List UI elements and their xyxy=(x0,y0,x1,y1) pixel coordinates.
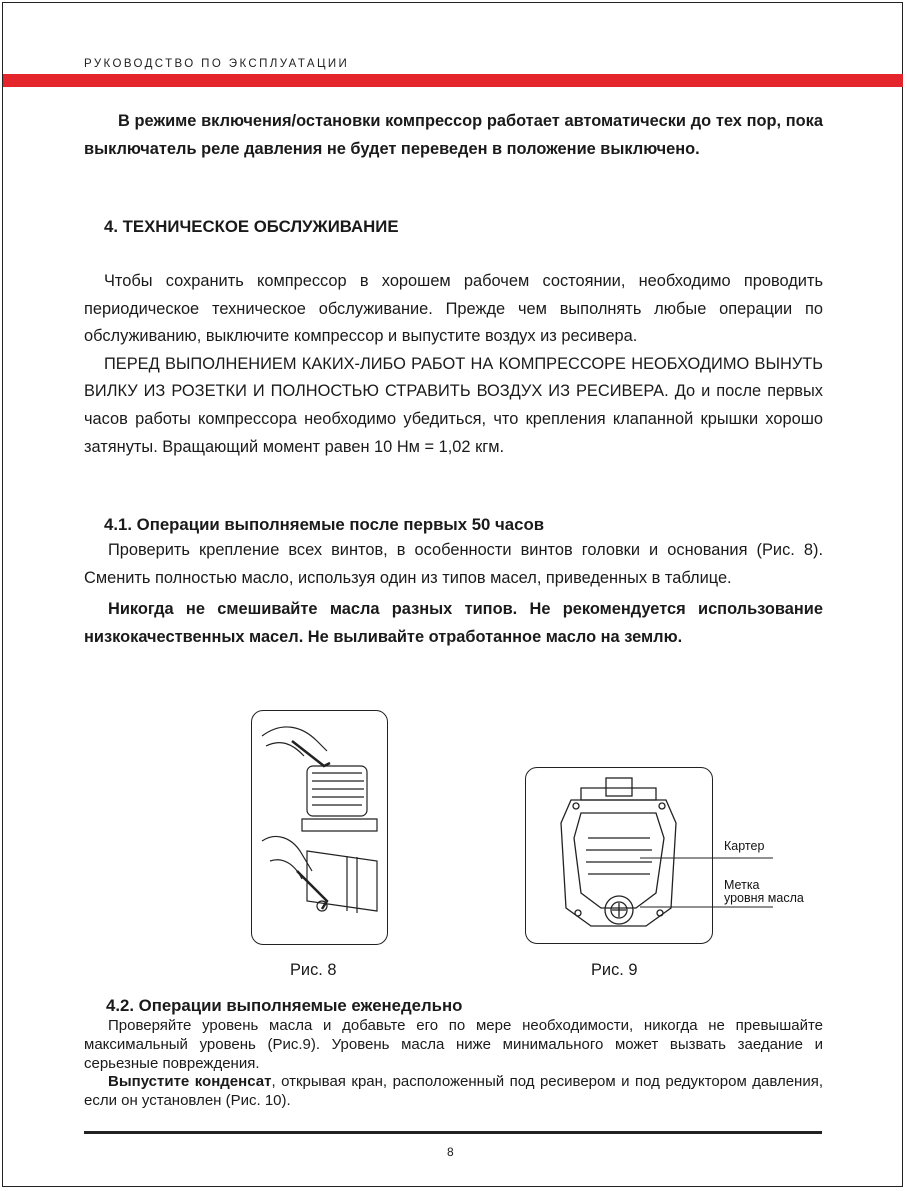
section-4-paragraph-2: ПЕРЕД ВЫПОЛНЕНИЕМ КАКИХ-ЛИБО РАБОТ НА КОМПРЕССОРЕ НЕОБХОДИМО ВЫНУТЬ ВИЛКУ ИЗ РОЗЕТКИ И ПОЛНОСТЬЮ СТРАВИТЬ ВОЗДУХ ИЗ РЕСИВЕРА. До и после первых часов работы компрессора необходимо убедиться, что крепления клапанной крышки хорошо затянуты. Вращающий момент равен 10 Нм = 1,02 кгм. xyxy=(84,354,823,456)
intro-bold-paragraph: В режиме включения/остановки компрессор работает автоматически до тех пор, пока выключатель реле давления не будет переведен в положение выключено. xyxy=(84,112,823,158)
header-red-band xyxy=(3,74,903,87)
condensate-bold: Выпустите конденсат xyxy=(108,1073,272,1091)
section-4-1-warning: Никогда не смешивайте масла разных типов. Не рекомендуется использование низкокачественных масел. Не выливайте отработанное масло на землю. xyxy=(84,600,823,646)
section-4-1 xyxy=(84,513,823,651)
section-4-heading: 4. ТЕХНИЧЕСКОЕ ОБСЛУЖИВАНИЕ xyxy=(104,217,399,236)
section-4-2-paragraph-2 xyxy=(84,1073,823,1111)
section-4 xyxy=(84,217,823,237)
figure-8-illustration xyxy=(252,711,387,944)
figure-8-caption: Рис. 8 xyxy=(290,961,337,979)
section-4-1-heading: 4.1. Операции выполняемые после первых 50 часов xyxy=(104,515,545,534)
intro-section xyxy=(84,108,823,163)
section-4-2-heading: 4.2. Операции выполняемые еженедельно xyxy=(106,996,463,1015)
figure-9-caption: Рис. 9 xyxy=(591,961,638,979)
condensate-rest: , открывая кран, расположенный под ресивером и под редуктором давления, если он установлен (Рис. 10). xyxy=(84,1073,824,1110)
footer-rule xyxy=(84,1131,822,1134)
label-carter: Картер xyxy=(724,839,765,853)
running-header: РУКОВОДСТВО ПО ЭКСПЛУАТАЦИИ xyxy=(84,58,350,70)
section-4-body xyxy=(84,268,823,461)
section-4-1-paragraph: Проверить крепление всех винтов, в особенности винтов головки и основания (Рис. 8). Сменить полностью масло, используя один из типов масел, приведенных в таблице. xyxy=(84,541,823,587)
page-number: 8 xyxy=(447,1145,454,1159)
section-4-2 xyxy=(84,995,823,1111)
section-4-paragraph-1: Чтобы сохранить компрессор в хорошем рабочем состоянии, необходимо проводить периодическое техническое обслуживание. Прежде чем выполнять любые операции по обслуживанию, выключите компрессор и выпустите воздух из ресивера. xyxy=(84,272,823,346)
figure-8 xyxy=(251,710,388,945)
label-oil-mark-line1: Метка xyxy=(724,878,760,892)
section-4-2-paragraph-1: Проверяйте уровень масла и добавьте его по мере необходимости, никогда не превышайте максимальный уровень (Рис.9). Уровень масла ниже минимального может вызвать заедание и серьезные повреждения. xyxy=(84,1017,823,1072)
label-oil-mark-line2: уровня масла xyxy=(724,891,804,905)
